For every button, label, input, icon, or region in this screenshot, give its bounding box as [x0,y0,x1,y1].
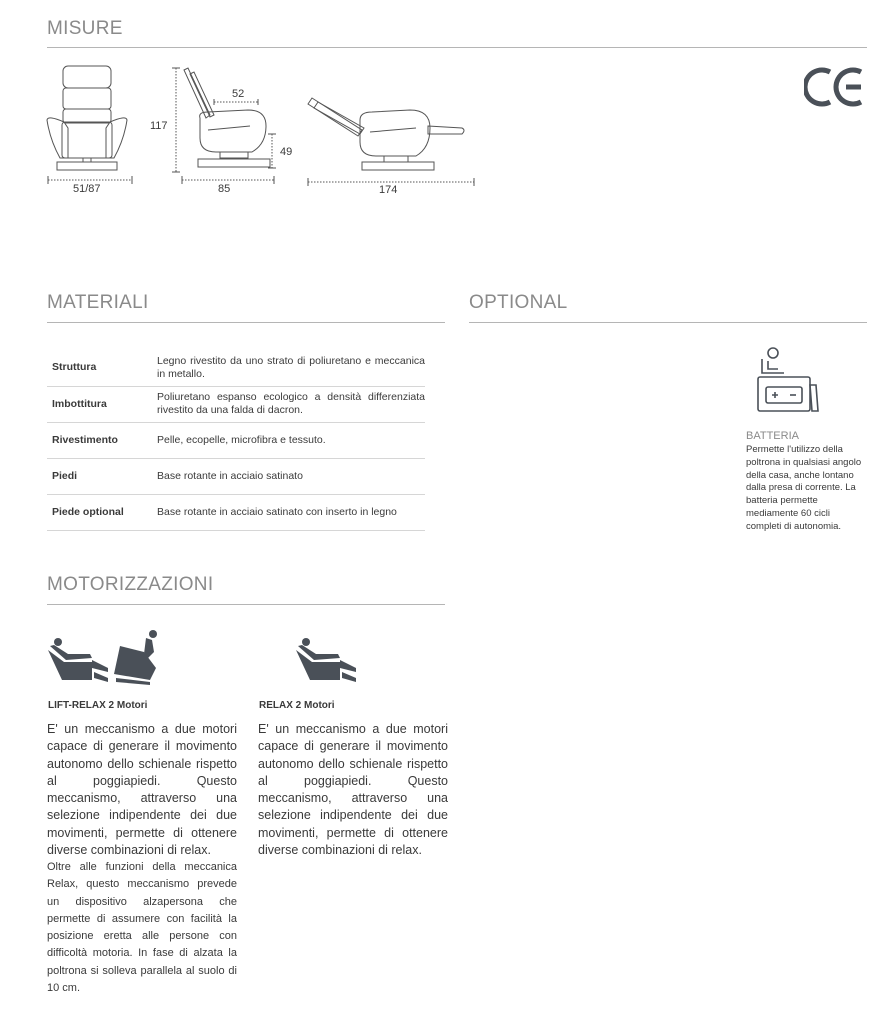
battery-label: BATTERIA [746,430,799,442]
relax-icon [294,634,358,684]
motor-description-lift-relax-extra: Oltre alle funzioni della meccanica Relax, questo meccanismo prevede un dispositivo alzapersona che permette di assumere con facilità la posizione eretta alle persone con difficoltà motoria. In fase di alzata la poltrona si solleva parallela al suolo di 10 cm. [47,861,237,995]
material-value: Base rotante in acciaio satinato [157,469,303,482]
material-key: Struttura [52,361,97,374]
motor-description-relax: E' un meccanismo a due motori capace di generare il movimento autonomo dello schienale rispetto al poggiapiedi. Questo meccanismo, attraverso una selezione indipendente dei due movimenti, permette di ottenere diverse combinazioni di relax. [258,722,448,858]
table-row [47,422,425,458]
side-depth-label: 85 [218,183,231,195]
front-width-label: 51/87 [73,183,101,195]
material-value: Legno rivestito da uno strato di poliuretano e meccanica in metallo. [157,354,425,380]
materials-table [47,350,425,531]
side-height-label: 117 [150,120,168,132]
battery-description: Permette l'utilizzo della poltrona in qualsiasi angolo della casa, anche lontano dalla presa di corrente. La batteria permette mediamente 60 cicli completi di autonomia. [746,444,862,532]
lift-relax-icon [46,628,164,686]
armchair-reclined-view-drawing [300,90,480,190]
table-row [47,350,425,386]
divider [469,322,867,323]
battery-icon [754,345,820,415]
motor-title-lift-relax: LIFT-RELAX 2 Motori [48,700,148,711]
section-title-materiali: MATERIALI [47,292,149,313]
divider [47,322,445,323]
material-key: Piedi [52,469,78,482]
armchair-front-view-drawing [40,60,140,185]
section-title-misure: MISURE [47,18,123,39]
armchair-side-view-drawing [168,60,283,185]
side-seat-label: 49 [280,146,293,158]
material-value: Poliuretano espanso ecologico a densità differenziata rivestito da una falda di dacron. [157,391,425,416]
table-row [47,386,425,422]
side-arm-label: 52 [232,88,245,100]
divider [47,604,445,605]
section-title-optional: OPTIONAL [469,292,568,313]
ce-mark-icon [804,64,866,110]
motor-title-relax: RELAX 2 Motori [259,700,335,711]
material-value: Base rotante in acciaio satinato con inserto in legno [157,505,397,518]
material-key: Rivestimento [52,433,118,446]
table-row [47,494,425,530]
section-title-motorizzazioni: MOTORIZZAZIONI [47,574,214,595]
recline-length-label: 174 [379,184,398,196]
material-value: Pelle, ecopelle, microfibra e tessuto. [157,433,326,446]
divider [47,47,867,48]
table-row [47,458,425,494]
material-key: Piede optional [52,505,124,518]
motor-description-lift-relax: E' un meccanismo a due motori capace di generare il movimento autonomo dello schienale rispetto al poggiapiedi. Questo meccanismo, attraverso una selezione indipendente dei due movimenti, permette di ottenere diverse combinazioni di relax. [47,722,237,858]
material-key: Imbottitura [52,397,107,410]
